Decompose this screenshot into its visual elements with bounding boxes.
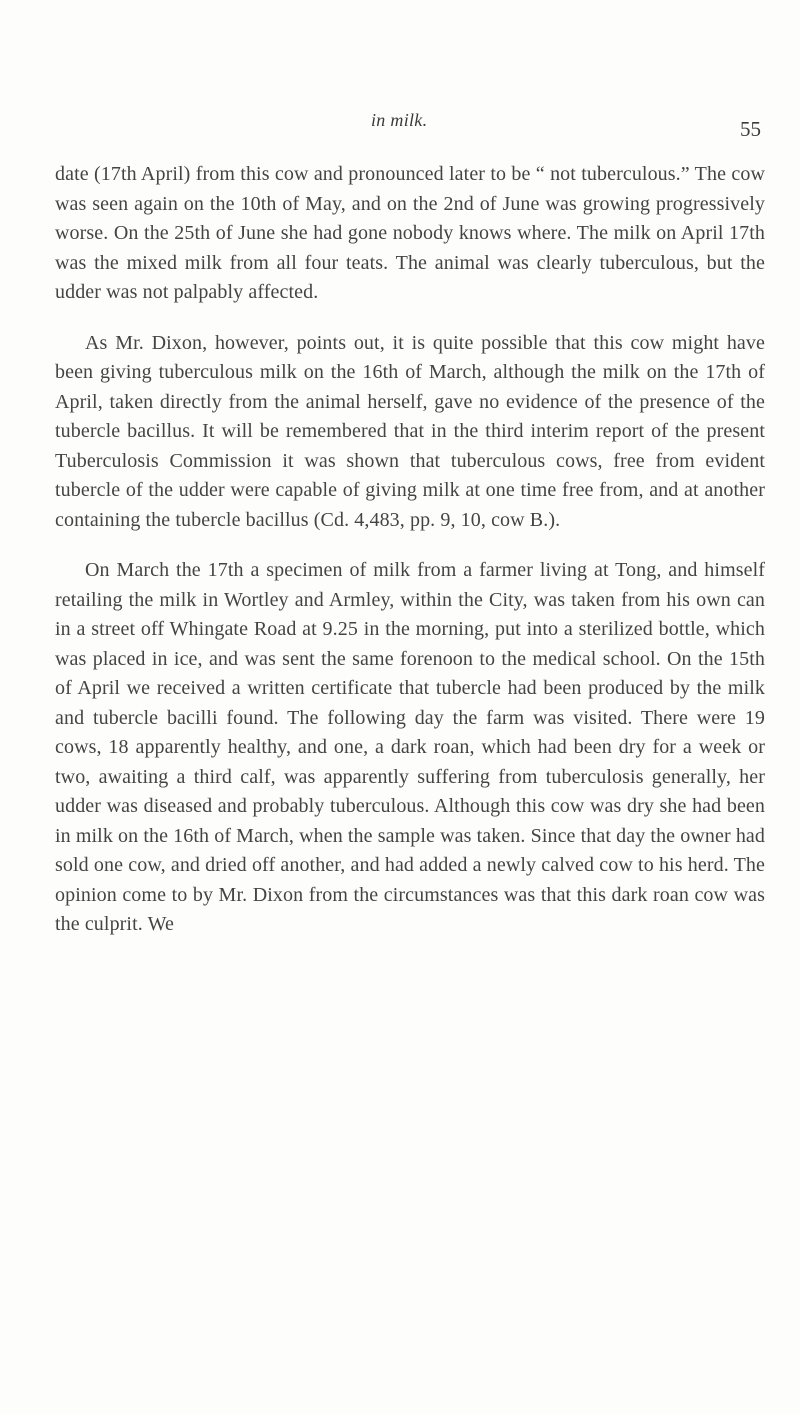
paragraph-3: On March the 17th a specimen of milk from a farmer living at Tong, and himself retailing the milk in Wortley and Armley, within the City, was taken from his own can in a street off Whingate Road at 9.25 in the morning, put into a sterilized bottle, which was placed in ice, and was sent the same forenoon to the medical school. On the 15th of April we received a written certificate that tubercle had been produced by the milk and tubercle bacilli found. The following day the farm was visited. There were 19 cows, 18 apparently healthy, and one, a dark roan, which had been dry for a week or two, awaiting a third calf, was apparently suffering from tuberculosis generally, her udder was diseased and probably tuberculous. Although this cow was dry she had been in milk on the 16th of March, when the sample was taken. Since that day the owner had sold one cow, and dried off another, and had added a newly calved cow to his herd. The opinion come to by Mr. Dixon from the circumstances was that this dark roan cow was the culprit. We xyxy=(55,559,765,935)
body-text xyxy=(55,160,765,940)
paragraph-1: date (17th April) from this cow and pronounced later to be “ not tuberculous.” The cow was seen again on the 10th of May, and on the 2nd of June was growing progressively worse. On the 25th of June she had gone nobody knows where. The milk on April 17th was the mixed milk from all four teats. The animal was clearly tuberculous, but the udder was not palpably affected. xyxy=(55,163,765,303)
running-title: in milk. xyxy=(371,110,428,130)
paragraph-2: As Mr. Dixon, however, points out, it is quite possible that this cow might have been giving tuberculous milk on the 16th of March, although the milk on the 17th of April, taken directly from the animal herself, gave no evidence of the presence of the tubercle bacillus. It will be remembered that in the third interim report of the present Tuberculosis Commission it was shown that tuberculous cows, free from evident tubercle of the udder were capable of giving milk at one time free from, and at another containing the tubercle bacillus (Cd. 4,483, pp. 9, 10, cow B.). xyxy=(55,331,765,531)
page-number: 55 xyxy=(740,117,761,141)
